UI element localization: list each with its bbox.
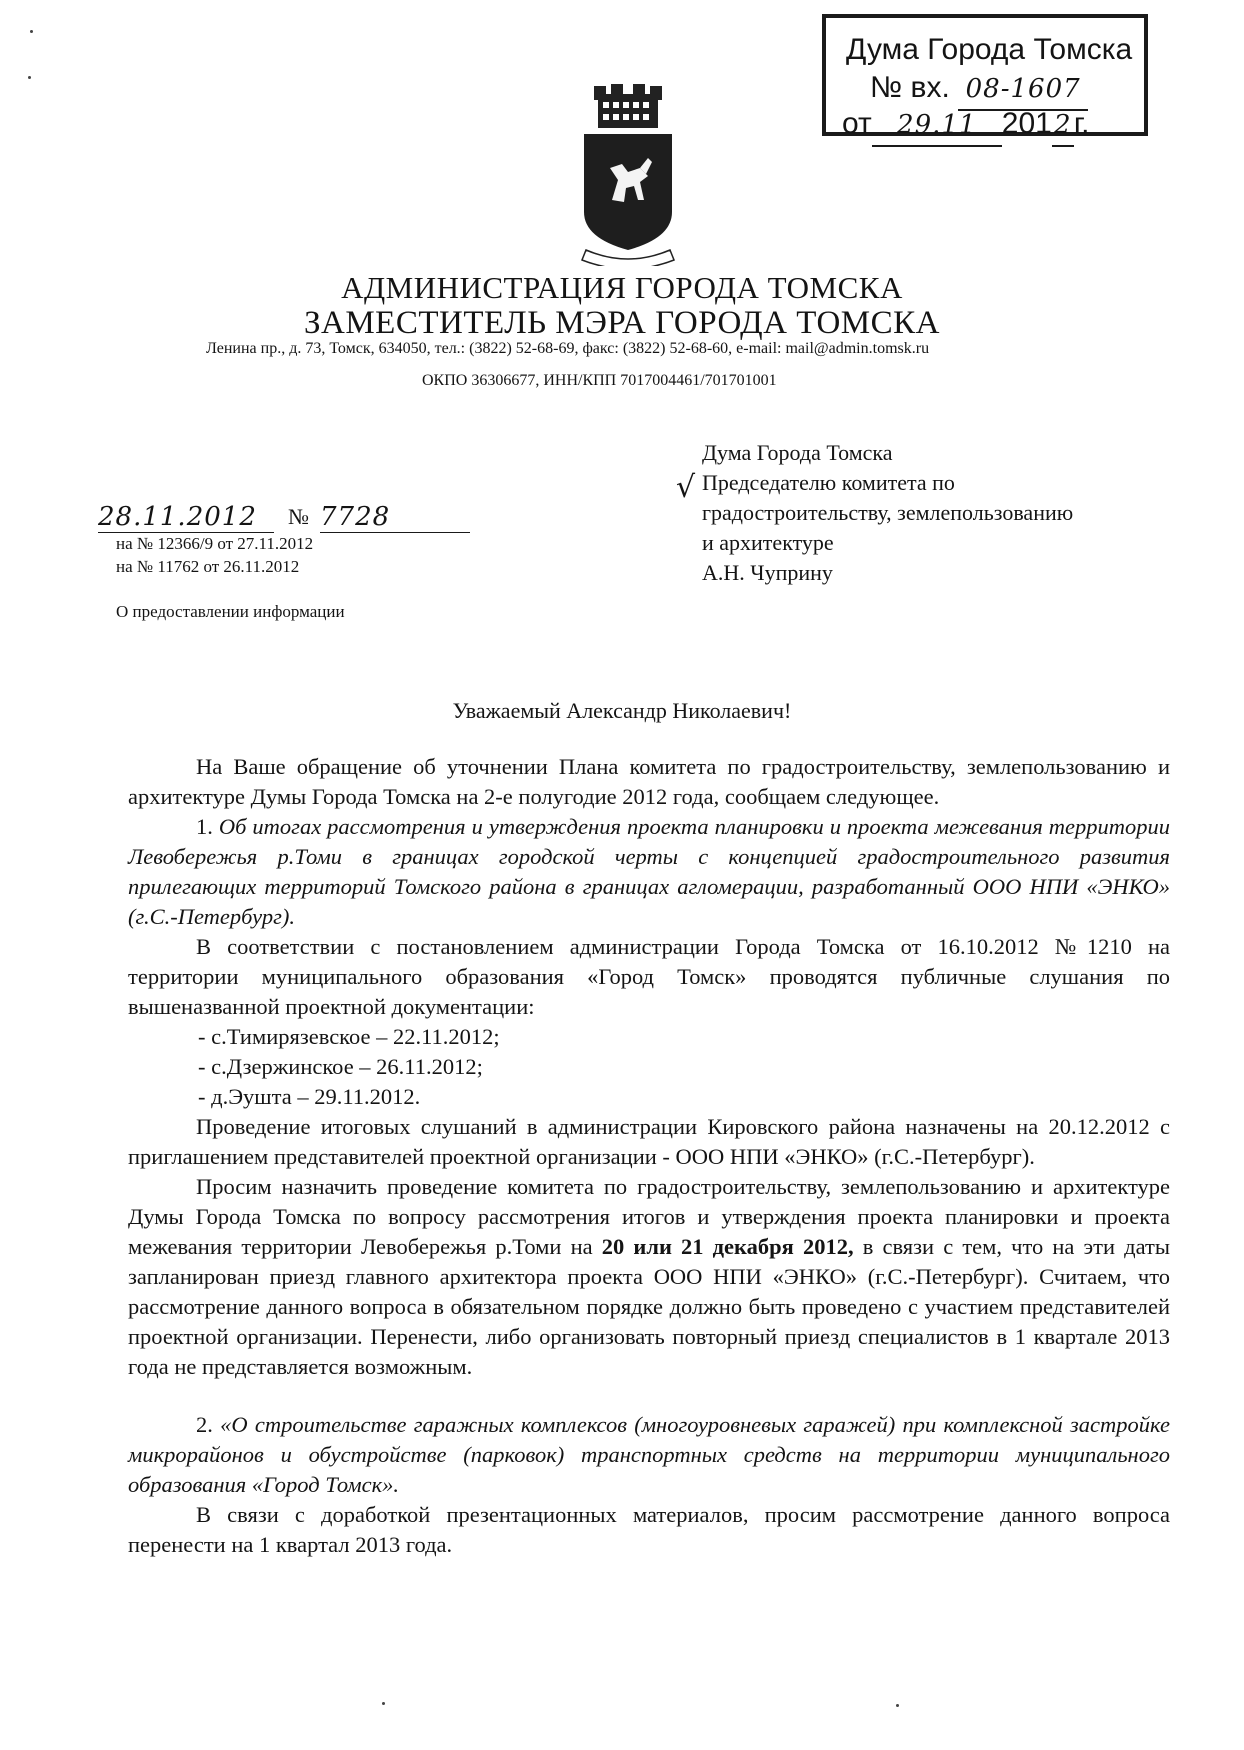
- scan-speck: [382, 1702, 385, 1705]
- reference-line: на № 11762 от 26.11.2012: [116, 557, 300, 576]
- stamp-date-value: 29.11: [872, 105, 1002, 147]
- list-item: - с.Дзержинское – 26.11.2012;: [198, 1054, 483, 1079]
- org-address: Ленина пр., д. 73, Томск, 634050, тел.: (3822) 52-68-69, факс: (3822) 52-68-60, e-mail: mail@admin.tomsk.ru: [206, 340, 930, 357]
- addressee-line: Дума Города Томска: [702, 440, 893, 465]
- scan-speck: [896, 1704, 899, 1707]
- stamp-date-row: [842, 104, 1144, 147]
- item-2-title: «О строительстве гаражных комплексов (многоуровневых гаражей) при комплексной застройке микрорайонов и обустройстве (парковок) транспортных средств на территории муниципального образования «Город Томск».: [128, 1412, 1170, 1497]
- item-2-heading: [128, 1410, 1170, 1500]
- body-paragraph: [128, 1172, 1170, 1382]
- addressee-line: А.Н. Чуприну: [702, 560, 833, 585]
- tomsk-coat-of-arms-icon: [570, 82, 686, 266]
- org-okpo: ОКПО 36306677, ИНН/КПП 7017004461/701701001: [422, 372, 777, 389]
- list-item: - с.Тимирязевское – 22.11.2012;: [198, 1024, 500, 1049]
- outgoing-no-label: №: [288, 504, 309, 529]
- body-text: в связи с тем, что на эти даты запланирован приезд главного архитектора проекта ООО НПИ «ЭНКО» (г.С.-Петербург). Считаем, что рассмотрение данного вопроса в обязательном порядке должно быть проведено с участием представителей проектной организации. Перенести, либо организовать повторный приезд специалистов в 1 квартале 2013 года не представляется возможным.: [128, 1234, 1170, 1379]
- addressee-line: градостроительству, землепользованию: [702, 500, 1074, 525]
- stamp-number-label: № вх.: [870, 71, 950, 104]
- stamp-year-digit: 2: [1052, 105, 1074, 147]
- item-1-number: 1.: [196, 814, 213, 839]
- org-name-line1: АДМИНИСТРАЦИЯ ГОРОДА ТОМСКА: [341, 270, 903, 305]
- letter-body: [128, 752, 1170, 1560]
- list-item: - д.Эушта – 29.11.2012.: [198, 1084, 421, 1109]
- highlighted-dates: 20 или 21 декабря 2012,: [601, 1234, 854, 1259]
- greeting: Уважаемый Александр Николаевич!: [452, 698, 792, 723]
- stamp-year-prefix: 201: [1001, 107, 1052, 140]
- stamp-date-prefix: от: [842, 107, 872, 140]
- body-paragraph: В связи с доработкой презентационных материалов, просим рассмотрение данного вопроса перенести на 1 квартал 2013 года.: [128, 1502, 1170, 1557]
- addressee-line: Председателю комитета по: [702, 470, 955, 495]
- body-text: Просим назначить проведение комитета по градостроительству, землепользованию и архитектуре Думы Города Томска по вопросу рассмотрения итогов и утверждения проекта планировки и проекта межевания территории Левобережья р.Томи на: [128, 1174, 1170, 1259]
- stamp-org: Дума Города Томска: [846, 33, 1133, 66]
- scan-speck: [30, 30, 33, 33]
- outgoing-date: 28.11.2012: [98, 502, 274, 533]
- stamp-year-suffix: г.: [1073, 107, 1090, 140]
- body-paragraph: В соответствии с постановлением администрации Города Томска от 16.10.2012 №1210 на территории муниципального образования «Город Томск» проводятся публичные слушания по вышеназванной проектной документации:: [128, 934, 1170, 1019]
- org-name-line2: ЗАМЕСТИТЕЛЬ МЭРА ГОРОДА ТОМСКА: [303, 305, 941, 341]
- check-mark-icon: √: [676, 470, 696, 505]
- body-paragraph: Проведение итоговых слушаний в администрации Кировского района назначены на 20.12.2012 с приглашением представителей проектной организации - ООО НПИ «ЭНКО» (г.С.-Петербург).: [128, 1114, 1170, 1169]
- item-1-heading: [128, 812, 1170, 932]
- reference-line: на № 12366/9 от 27.11.2012: [116, 534, 314, 553]
- item-2-number: 2.: [196, 1412, 213, 1437]
- body-paragraph: На Ваше обращение об уточнении Плана комитета по градостроительству, землепользованию и архитектуре Думы Города Томска на 2-е полугодие 2012 года, сообщаем следующее.: [128, 754, 1170, 809]
- scan-speck: [28, 76, 31, 79]
- addressee-line: и архитектуре: [702, 530, 834, 555]
- addressee-block: [702, 438, 1073, 588]
- item-1-title: Об итогах рассмотрения и утверждения проекта планировки и проекта межевания территории Левобережья р.Томи в границах городской черты с концепцией градостроительного развития прилегающих территорий Томского района в границах агломерации, разработанный ООО НПИ «ЭНКО» (г.С.-Петербург).: [128, 814, 1171, 929]
- registration-stamp: [822, 14, 1148, 140]
- outgoing-number: 7728: [320, 502, 470, 533]
- subject-line: О предоставлении информации: [116, 602, 345, 621]
- outgoing-number-row: [98, 502, 468, 532]
- stamp-number-value: 08-1607: [958, 69, 1088, 111]
